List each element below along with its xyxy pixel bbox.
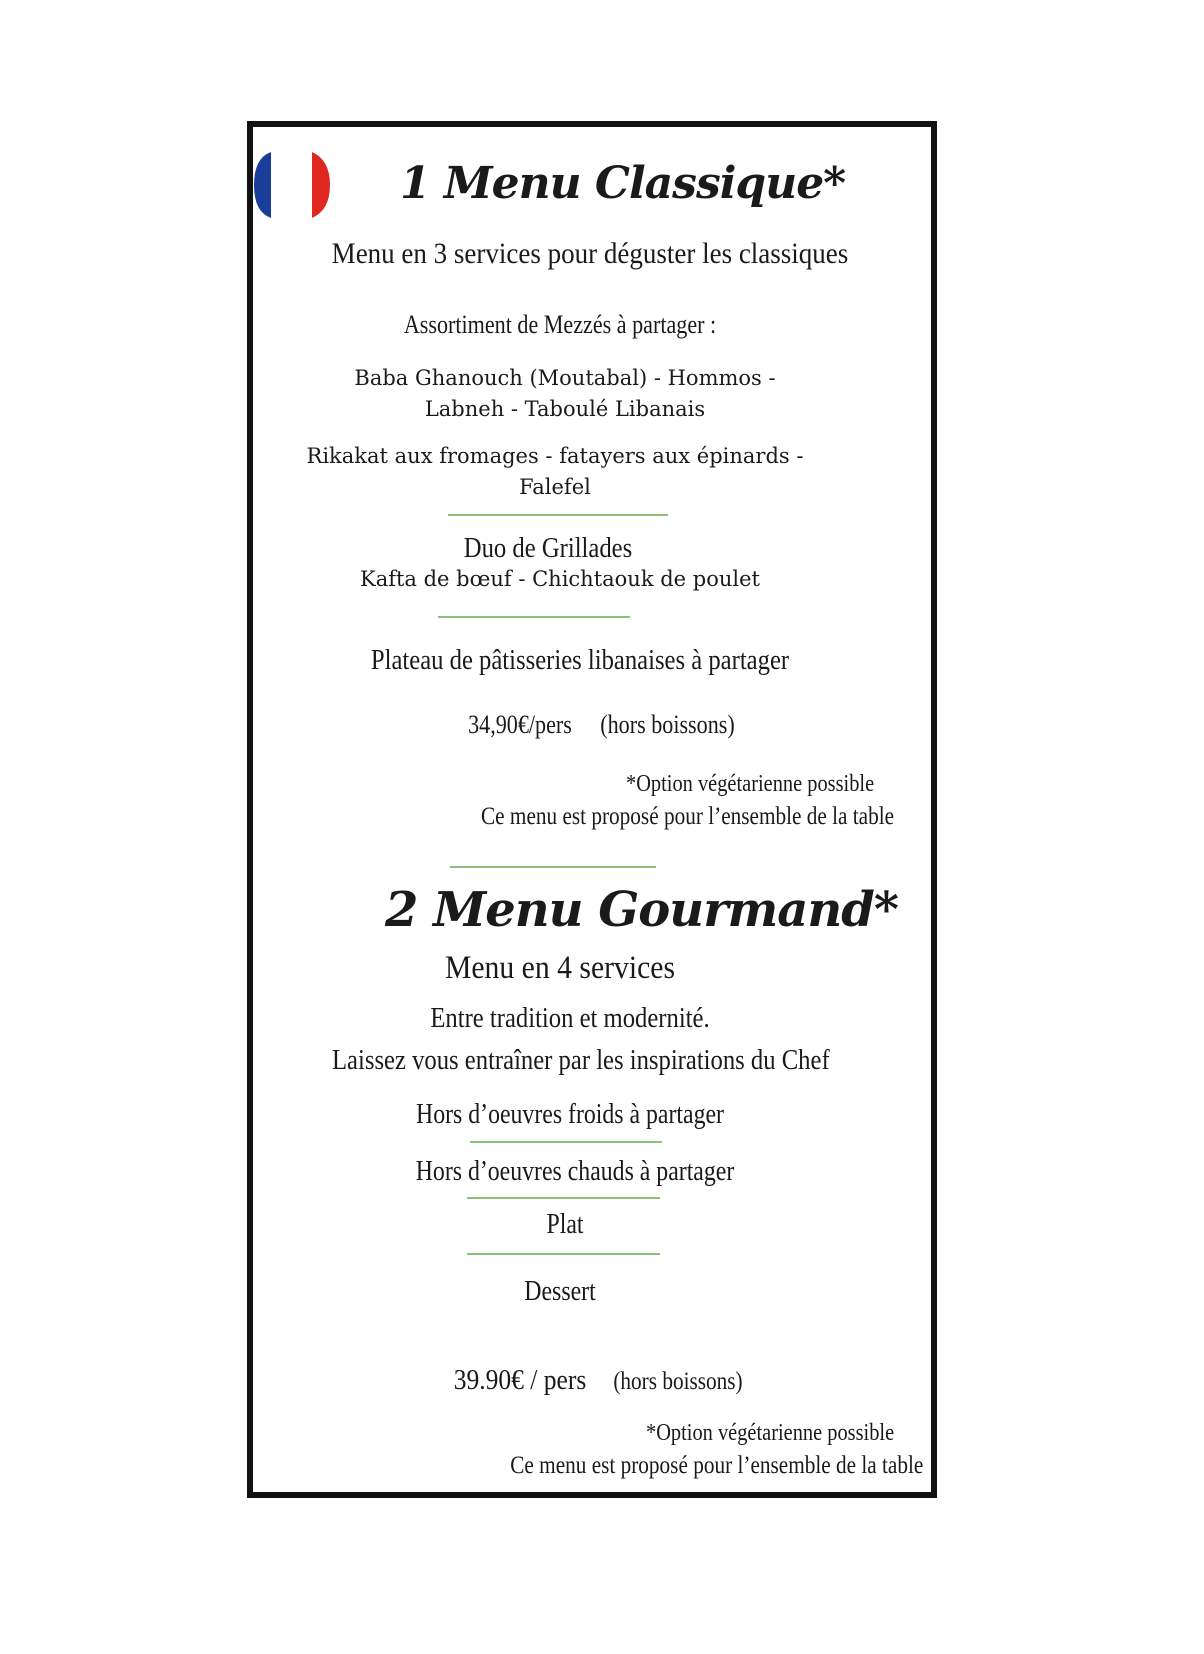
menu2-price: 39.90€ / pers: [453, 1364, 587, 1396]
menu1-subtitle: Menu en 3 services pour déguster les classiques: [331, 237, 849, 270]
menu1-table-note: Ce menu est proposé pour l’ensemble de la table: [481, 803, 895, 830]
menu1-divider-1: [448, 514, 668, 516]
menu2-course-2: Hors d’oeuvres chauds à partager: [415, 1156, 735, 1187]
menu2-course-1: Hors d’oeuvres froids à partager: [416, 1099, 724, 1130]
menu-section-divider: [450, 866, 656, 868]
menu1-mezze-line3: Rikakat aux fromages - fatayers aux épinards -: [306, 444, 804, 468]
menu2-divider-2: [467, 1197, 660, 1199]
menu1-grill-heading: Duo de Grillades: [463, 532, 633, 564]
menu2-subtitle: Menu en 4 services: [444, 950, 676, 986]
menu2-course-4: Dessert: [524, 1276, 596, 1307]
menu2-tagline-2: Laissez vous entraîner par les inspirations du Chef: [332, 1044, 830, 1076]
french-flag-icon: [254, 152, 330, 218]
menu2-table-note: Ce menu est proposé pour l’ensemble de la table: [510, 1452, 924, 1479]
menu1-price-note: (hors boissons): [600, 710, 735, 739]
menu1-title: 1 Menu Classique*: [400, 158, 846, 209]
menu1-grill-items: Kafta de bœuf - Chichtaouk de poulet: [360, 567, 760, 591]
menu2-course-3: Plat: [546, 1209, 584, 1240]
menu1-mezze-line2: Labneh - Taboulé Libanais: [424, 397, 706, 421]
french-flag-graphic: [254, 152, 330, 218]
menu1-divider-2: [438, 616, 630, 618]
menu1-mezze-line1: Baba Ghanouch (Moutabal) - Hommos -: [354, 366, 776, 390]
menu2-option-note: *Option végétarienne possible: [646, 1420, 895, 1446]
menu2-title: 2 Menu Gourmand*: [385, 882, 898, 938]
menu1-dessert: Plateau de pâtisseries libanaises à partager: [370, 644, 790, 676]
menu1-price: 34,90€/pers: [468, 710, 572, 739]
menu1-mezze-heading: Assortiment de Mezzés à partager :: [403, 310, 717, 339]
menu2-divider-3: [467, 1253, 660, 1255]
menu1-option-note: *Option végétarienne possible: [626, 771, 875, 797]
menu2-divider-1: [470, 1141, 662, 1143]
menu1-mezze-line4: Falefel: [519, 475, 591, 499]
menu2-tagline-1: Entre tradition et modernité.: [430, 1002, 710, 1034]
menu2-price-note: (hors boissons): [613, 1368, 743, 1395]
